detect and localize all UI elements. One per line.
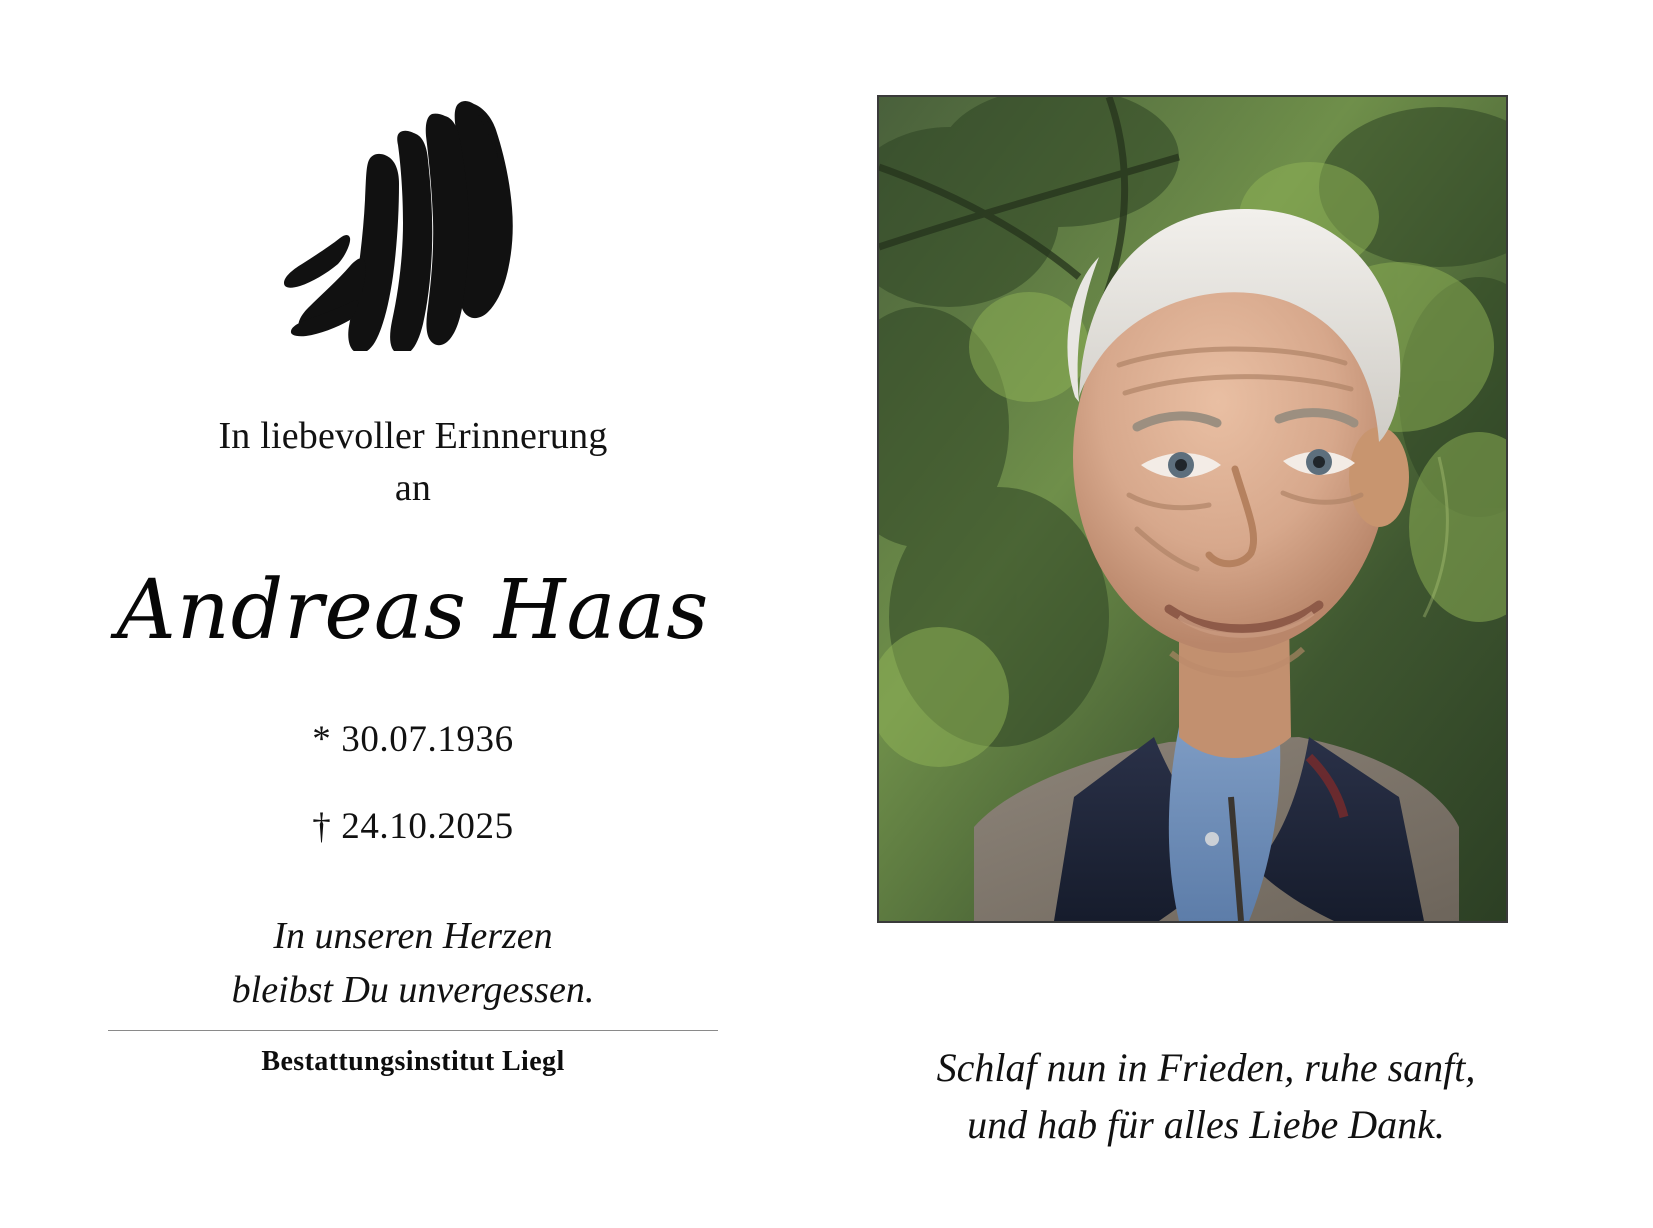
intro-line-2: an (394, 466, 432, 509)
memorial-verse (232, 910, 595, 1018)
birth-date: * 30.07.1936 (312, 719, 514, 761)
verse-line-2: bleibst Du unvergessen. (231, 969, 595, 1012)
death-date: † 24.10.2025 (312, 806, 514, 848)
left-page (0, 0, 826, 1228)
closing-line-2: und hab für alles Liebe Dank. (967, 1101, 1445, 1147)
memorial-intro (218, 411, 607, 514)
portrait-frame (877, 95, 1508, 923)
divider (108, 1030, 718, 1031)
verse-line-1: In unseren Herzen (273, 915, 553, 958)
right-page (826, 0, 1653, 1228)
closing-line-1: Schlaf nun in Frieden, ruhe sanft, (936, 1045, 1476, 1090)
deceased-name: Andreas Haas (116, 563, 710, 659)
praying-hands-icon (278, 96, 548, 351)
funeral-home-name: Bestattungsinstitut Liegl (261, 1046, 565, 1077)
intro-line-1: In liebevoller Erinnerung (218, 415, 608, 457)
closing-verse (826, 1040, 1586, 1154)
